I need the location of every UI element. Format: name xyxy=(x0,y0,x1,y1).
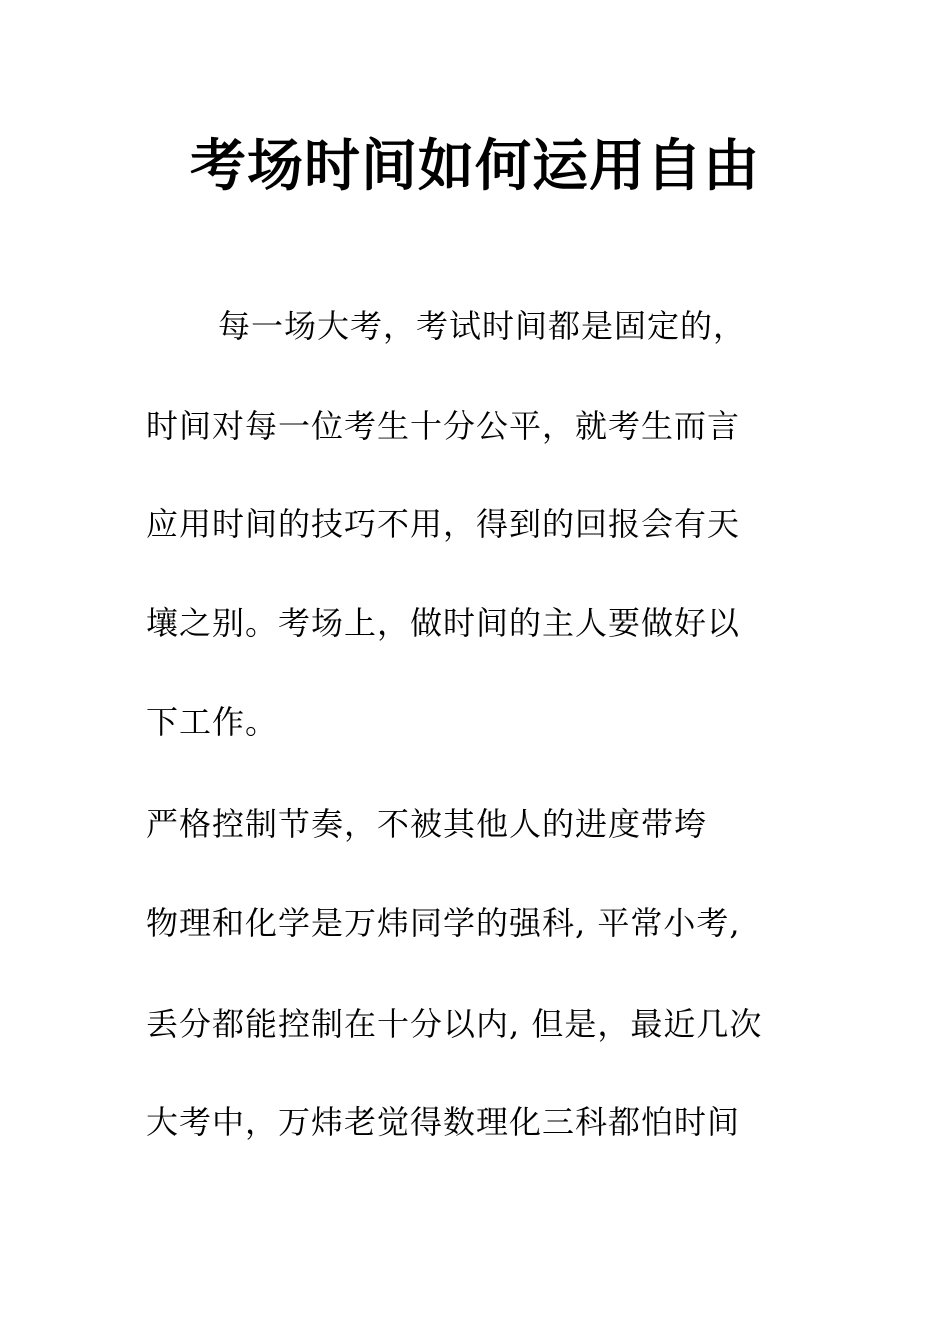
paragraph-line: 物理和化学是万炜同学的强科, 平常小考, xyxy=(146,904,741,942)
paragraph-line: 每一场大考，考试时间都是固定的， xyxy=(218,307,747,345)
paragraph-line: 应用时间的技巧不用，得到的回报会有天 xyxy=(146,505,741,543)
paragraph-line: 下工作。 xyxy=(146,703,279,741)
paragraph-line: 时间对每一位考生十分公平，就考生而言 xyxy=(146,407,741,445)
paragraph-line: 大考中，万炜老觉得数理化三科都怕时间 xyxy=(146,1103,741,1141)
document-title: 考场时间如何运用自由 xyxy=(190,134,760,199)
section-heading-line: 严格控制节奏，不被其他人的进度带垮 xyxy=(146,805,708,843)
paragraph-line: 丢分都能控制在十分以内, 但是，最近几次 xyxy=(146,1005,763,1043)
paragraph-line: 壤之别。考场上，做时间的主人要做好以 xyxy=(146,604,741,642)
